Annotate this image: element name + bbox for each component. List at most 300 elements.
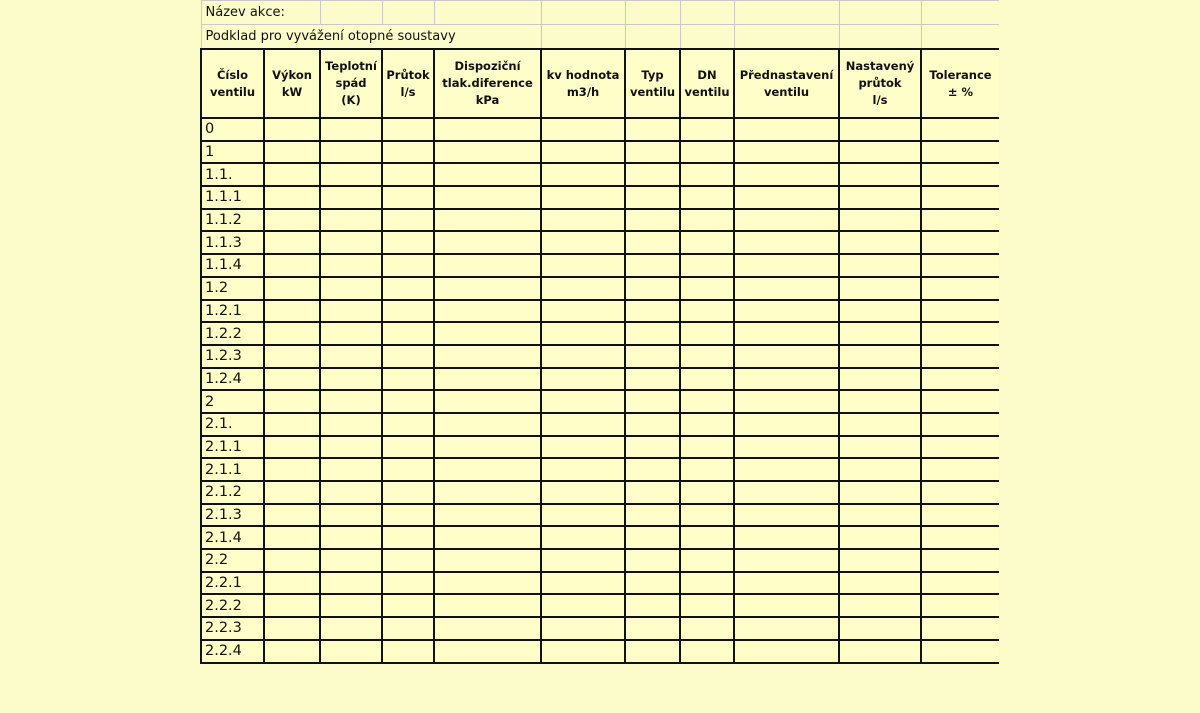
table-cell[interactable] bbox=[541, 617, 625, 640]
table-cell[interactable] bbox=[382, 594, 434, 617]
valve-number-cell[interactable]: 2.1.1 bbox=[201, 436, 264, 459]
table-cell[interactable] bbox=[921, 141, 999, 164]
table-cell[interactable] bbox=[625, 594, 680, 617]
header-set-flow bbox=[839, 49, 921, 118]
table-cell[interactable] bbox=[264, 436, 320, 459]
table-cell[interactable] bbox=[434, 481, 541, 504]
table-cell[interactable] bbox=[839, 368, 921, 391]
table-cell[interactable] bbox=[734, 322, 839, 345]
table-cell[interactable] bbox=[921, 345, 999, 368]
table-cell[interactable] bbox=[541, 368, 625, 391]
table-cell[interactable] bbox=[264, 390, 320, 413]
table-cell[interactable] bbox=[839, 322, 921, 345]
header-power bbox=[264, 49, 320, 118]
table-cell[interactable] bbox=[382, 368, 434, 391]
table-cell[interactable] bbox=[839, 640, 921, 663]
valve-number-cell[interactable]: 1.2.4 bbox=[201, 368, 264, 391]
table-cell[interactable] bbox=[921, 504, 999, 527]
table-cell[interactable] bbox=[734, 186, 839, 209]
table-cell[interactable] bbox=[320, 300, 382, 323]
table-cell[interactable] bbox=[264, 254, 320, 277]
table-cell[interactable] bbox=[734, 300, 839, 323]
table-cell[interactable] bbox=[734, 594, 839, 617]
table-cell[interactable] bbox=[839, 186, 921, 209]
table-cell[interactable] bbox=[680, 436, 734, 459]
table-cell[interactable] bbox=[734, 231, 839, 254]
table-cell[interactable] bbox=[625, 322, 680, 345]
table-cell[interactable] bbox=[541, 390, 625, 413]
table-cell[interactable] bbox=[839, 526, 921, 549]
table-cell[interactable] bbox=[382, 640, 434, 663]
table-cell[interactable] bbox=[382, 209, 434, 232]
valve-number-cell[interactable]: 2.2.3 bbox=[201, 617, 264, 640]
table-cell[interactable] bbox=[434, 186, 541, 209]
table-cell[interactable] bbox=[434, 617, 541, 640]
valve-number-cell[interactable]: 1.1.3 bbox=[201, 231, 264, 254]
table-cell[interactable] bbox=[434, 526, 541, 549]
table-row bbox=[201, 526, 999, 549]
table-cell[interactable] bbox=[680, 209, 734, 232]
table-cell[interactable] bbox=[839, 277, 921, 300]
valve-number-cell[interactable]: 2.2.4 bbox=[201, 640, 264, 663]
table-cell[interactable] bbox=[382, 458, 434, 481]
valve-number-cell[interactable]: 1.2.2 bbox=[201, 322, 264, 345]
table-cell[interactable] bbox=[434, 640, 541, 663]
table-cell[interactable] bbox=[434, 254, 541, 277]
table-cell[interactable] bbox=[320, 413, 382, 436]
table-cell[interactable] bbox=[625, 572, 680, 595]
table-cell[interactable] bbox=[839, 118, 921, 141]
table-cell[interactable] bbox=[921, 594, 999, 617]
table-cell[interactable] bbox=[320, 254, 382, 277]
table-cell[interactable] bbox=[680, 413, 734, 436]
table-cell[interactable] bbox=[320, 345, 382, 368]
table-cell[interactable] bbox=[921, 322, 999, 345]
table-cell[interactable] bbox=[320, 368, 382, 391]
table-cell[interactable] bbox=[921, 300, 999, 323]
table-cell[interactable] bbox=[734, 549, 839, 572]
table-cell[interactable] bbox=[734, 141, 839, 164]
table-cell[interactable] bbox=[382, 504, 434, 527]
table-cell[interactable] bbox=[680, 481, 734, 504]
table-cell[interactable] bbox=[541, 322, 625, 345]
table-cell[interactable] bbox=[320, 504, 382, 527]
info-cell[interactable] bbox=[680, 1, 734, 25]
table-cell[interactable] bbox=[625, 186, 680, 209]
header-line: m3/h bbox=[566, 84, 600, 99]
table-cell[interactable] bbox=[264, 209, 320, 232]
table-cell[interactable] bbox=[839, 481, 921, 504]
table-cell[interactable] bbox=[264, 345, 320, 368]
valve-number-cell[interactable]: 1.1. bbox=[201, 163, 264, 186]
header-line: Dispoziční bbox=[454, 59, 521, 73]
table-cell[interactable] bbox=[541, 163, 625, 186]
valve-number-cell[interactable]: 2 bbox=[201, 390, 264, 413]
table-cell[interactable] bbox=[839, 572, 921, 595]
table-cell[interactable] bbox=[625, 209, 680, 232]
table-cell[interactable] bbox=[839, 209, 921, 232]
table-cell[interactable] bbox=[541, 209, 625, 232]
table-cell[interactable] bbox=[921, 186, 999, 209]
table-cell[interactable] bbox=[320, 186, 382, 209]
table-cell[interactable] bbox=[839, 413, 921, 436]
table-cell[interactable] bbox=[264, 549, 320, 572]
table-cell[interactable] bbox=[541, 526, 625, 549]
table-cell[interactable] bbox=[434, 436, 541, 459]
table-cell[interactable] bbox=[320, 594, 382, 617]
table-cell[interactable] bbox=[434, 277, 541, 300]
table-cell[interactable] bbox=[434, 322, 541, 345]
table-cell[interactable] bbox=[541, 594, 625, 617]
valve-number-cell[interactable]: 2.2.2 bbox=[201, 594, 264, 617]
table-cell[interactable] bbox=[541, 141, 625, 164]
table-cell[interactable] bbox=[680, 300, 734, 323]
table-cell[interactable] bbox=[680, 368, 734, 391]
valve-number-cell[interactable]: 1.2.3 bbox=[201, 345, 264, 368]
table-cell[interactable] bbox=[264, 572, 320, 595]
table-cell[interactable] bbox=[264, 526, 320, 549]
table-cell[interactable] bbox=[264, 368, 320, 391]
table-cell[interactable] bbox=[680, 163, 734, 186]
table-cell[interactable] bbox=[921, 390, 999, 413]
table-cell[interactable] bbox=[921, 526, 999, 549]
table-cell[interactable] bbox=[734, 526, 839, 549]
table-cell[interactable] bbox=[382, 549, 434, 572]
table-cell[interactable] bbox=[434, 572, 541, 595]
info-cell[interactable] bbox=[839, 25, 921, 50]
table-cell[interactable] bbox=[264, 458, 320, 481]
table-cell[interactable] bbox=[320, 458, 382, 481]
info-cell[interactable] bbox=[541, 25, 625, 50]
table-cell[interactable] bbox=[320, 617, 382, 640]
table-cell[interactable] bbox=[839, 617, 921, 640]
table-cell[interactable] bbox=[921, 458, 999, 481]
table-cell[interactable] bbox=[734, 617, 839, 640]
table-cell[interactable] bbox=[382, 526, 434, 549]
table-cell[interactable] bbox=[680, 186, 734, 209]
table-cell[interactable] bbox=[541, 118, 625, 141]
table-cell[interactable] bbox=[921, 572, 999, 595]
table-row bbox=[201, 141, 999, 164]
table-cell[interactable] bbox=[382, 277, 434, 300]
table-cell[interactable] bbox=[734, 640, 839, 663]
table-cell[interactable] bbox=[839, 390, 921, 413]
info-cell[interactable] bbox=[680, 25, 734, 50]
table-row bbox=[201, 390, 999, 413]
table-cell[interactable] bbox=[734, 436, 839, 459]
table-cell[interactable] bbox=[264, 504, 320, 527]
table-cell[interactable] bbox=[734, 368, 839, 391]
table-cell[interactable] bbox=[434, 163, 541, 186]
table-cell[interactable] bbox=[541, 458, 625, 481]
table-cell[interactable] bbox=[680, 118, 734, 141]
valve-number-cell[interactable]: 2.1.4 bbox=[201, 526, 264, 549]
table-cell[interactable] bbox=[320, 163, 382, 186]
table-cell[interactable] bbox=[734, 390, 839, 413]
table-cell[interactable] bbox=[264, 186, 320, 209]
table-cell[interactable] bbox=[434, 549, 541, 572]
table-cell[interactable] bbox=[541, 186, 625, 209]
info-cell[interactable] bbox=[320, 1, 382, 25]
table-cell[interactable] bbox=[625, 640, 680, 663]
table-row bbox=[201, 118, 999, 141]
table-cell[interactable] bbox=[382, 345, 434, 368]
table-cell[interactable] bbox=[734, 209, 839, 232]
table-cell[interactable] bbox=[680, 640, 734, 663]
table-cell[interactable] bbox=[839, 231, 921, 254]
table-cell[interactable] bbox=[434, 504, 541, 527]
table-cell[interactable] bbox=[541, 345, 625, 368]
table-cell[interactable] bbox=[625, 163, 680, 186]
header-line: ventilu bbox=[209, 84, 256, 99]
table-cell[interactable] bbox=[382, 300, 434, 323]
valve-number-cell[interactable]: 1.1.4 bbox=[201, 254, 264, 277]
table-cell[interactable] bbox=[382, 141, 434, 164]
table-cell[interactable] bbox=[839, 345, 921, 368]
table-cell[interactable] bbox=[382, 118, 434, 141]
table-cell[interactable] bbox=[625, 413, 680, 436]
table-cell[interactable] bbox=[625, 231, 680, 254]
valve-number-cell[interactable]: 1 bbox=[201, 141, 264, 164]
table-cell[interactable] bbox=[320, 526, 382, 549]
table-cell[interactable] bbox=[320, 141, 382, 164]
table-cell[interactable] bbox=[680, 141, 734, 164]
table-cell[interactable] bbox=[264, 277, 320, 300]
header-tolerance bbox=[921, 49, 999, 118]
table-cell[interactable] bbox=[680, 345, 734, 368]
table-cell[interactable] bbox=[434, 413, 541, 436]
header-line: Tolerance bbox=[929, 67, 992, 82]
table-cell[interactable] bbox=[839, 141, 921, 164]
table-cell[interactable] bbox=[541, 572, 625, 595]
header-line: ventilu bbox=[684, 84, 730, 99]
table-row bbox=[201, 549, 999, 572]
table-cell[interactable] bbox=[680, 617, 734, 640]
table-cell[interactable] bbox=[680, 390, 734, 413]
table-cell[interactable] bbox=[320, 390, 382, 413]
table-cell[interactable] bbox=[921, 118, 999, 141]
info-cell[interactable] bbox=[921, 25, 999, 50]
info-cell[interactable] bbox=[434, 1, 541, 25]
table-cell[interactable] bbox=[382, 572, 434, 595]
table-cell[interactable] bbox=[921, 163, 999, 186]
table-cell[interactable] bbox=[921, 209, 999, 232]
info-cell[interactable] bbox=[921, 1, 999, 25]
valve-number-cell[interactable]: 2.1.3 bbox=[201, 504, 264, 527]
table-cell[interactable] bbox=[734, 118, 839, 141]
table-cell[interactable] bbox=[921, 481, 999, 504]
table-cell[interactable] bbox=[680, 572, 734, 595]
table-cell[interactable] bbox=[382, 436, 434, 459]
table-cell[interactable] bbox=[625, 368, 680, 391]
table-cell[interactable] bbox=[921, 640, 999, 663]
table-cell[interactable] bbox=[625, 254, 680, 277]
table-cell[interactable] bbox=[625, 436, 680, 459]
table-cell[interactable] bbox=[734, 458, 839, 481]
table-cell[interactable] bbox=[320, 549, 382, 572]
valve-number-cell[interactable]: 1.2 bbox=[201, 277, 264, 300]
valve-number-cell[interactable]: 2.1.1 bbox=[201, 458, 264, 481]
table-cell[interactable] bbox=[264, 594, 320, 617]
table-cell[interactable] bbox=[625, 458, 680, 481]
table-cell[interactable] bbox=[264, 141, 320, 164]
table-cell[interactable] bbox=[320, 209, 382, 232]
table-cell[interactable] bbox=[541, 436, 625, 459]
valve-number-cell[interactable]: 1.1.2 bbox=[201, 209, 264, 232]
table-cell[interactable] bbox=[680, 322, 734, 345]
table-cell[interactable] bbox=[434, 141, 541, 164]
table-cell[interactable] bbox=[625, 481, 680, 504]
table-cell[interactable] bbox=[434, 231, 541, 254]
table-cell[interactable] bbox=[320, 640, 382, 663]
table-cell[interactable] bbox=[434, 368, 541, 391]
table-cell[interactable] bbox=[382, 413, 434, 436]
table-cell[interactable] bbox=[382, 163, 434, 186]
valve-number-cell[interactable]: 1.2.1 bbox=[201, 300, 264, 323]
table-cell[interactable] bbox=[264, 617, 320, 640]
table-cell[interactable] bbox=[625, 345, 680, 368]
table-cell[interactable] bbox=[734, 254, 839, 277]
table-cell[interactable] bbox=[734, 572, 839, 595]
table-cell[interactable] bbox=[625, 390, 680, 413]
table-cell[interactable] bbox=[541, 549, 625, 572]
table-cell[interactable] bbox=[434, 594, 541, 617]
table-cell[interactable] bbox=[625, 277, 680, 300]
table-cell[interactable] bbox=[541, 277, 625, 300]
table-cell[interactable] bbox=[680, 549, 734, 572]
table-cell[interactable] bbox=[625, 526, 680, 549]
valve-number-cell[interactable]: 2.1. bbox=[201, 413, 264, 436]
info-cell[interactable] bbox=[734, 1, 839, 25]
table-cell[interactable] bbox=[734, 413, 839, 436]
header-line: tlak.diference bbox=[442, 76, 533, 90]
table-cell[interactable] bbox=[434, 345, 541, 368]
table-cell[interactable] bbox=[320, 481, 382, 504]
table-cell[interactable] bbox=[264, 300, 320, 323]
table-cell[interactable] bbox=[264, 481, 320, 504]
info-cell[interactable] bbox=[625, 25, 680, 50]
valve-number-cell[interactable]: 2.1.2 bbox=[201, 481, 264, 504]
table-cell[interactable] bbox=[680, 526, 734, 549]
table-cell[interactable] bbox=[625, 617, 680, 640]
table-cell[interactable] bbox=[264, 322, 320, 345]
table-cell[interactable] bbox=[434, 209, 541, 232]
table-cell[interactable] bbox=[320, 572, 382, 595]
table-cell[interactable] bbox=[921, 254, 999, 277]
table-cell[interactable] bbox=[382, 322, 434, 345]
info-cell[interactable] bbox=[382, 1, 434, 25]
header-flow bbox=[382, 49, 434, 118]
table-cell[interactable] bbox=[320, 118, 382, 141]
valve-number-cell[interactable]: 2.2 bbox=[201, 549, 264, 572]
table-cell[interactable] bbox=[541, 481, 625, 504]
table-cell[interactable] bbox=[382, 254, 434, 277]
table-cell[interactable] bbox=[734, 163, 839, 186]
table-cell[interactable] bbox=[320, 436, 382, 459]
table-cell[interactable] bbox=[921, 277, 999, 300]
table-cell[interactable] bbox=[625, 549, 680, 572]
info-cell[interactable] bbox=[734, 25, 839, 50]
table-cell[interactable] bbox=[320, 322, 382, 345]
valve-number-cell[interactable]: 1.1.1 bbox=[201, 186, 264, 209]
table-cell[interactable] bbox=[541, 300, 625, 323]
table-cell[interactable] bbox=[541, 231, 625, 254]
table-cell[interactable] bbox=[382, 231, 434, 254]
info-cell[interactable] bbox=[839, 1, 921, 25]
table-cell[interactable] bbox=[264, 413, 320, 436]
table-cell[interactable] bbox=[921, 436, 999, 459]
header-line: Průtok bbox=[386, 67, 430, 82]
table-row bbox=[201, 345, 999, 368]
table-cell[interactable] bbox=[734, 481, 839, 504]
table-cell[interactable] bbox=[625, 141, 680, 164]
table-cell[interactable] bbox=[264, 231, 320, 254]
table-cell[interactable] bbox=[680, 231, 734, 254]
table-cell[interactable] bbox=[680, 594, 734, 617]
table-cell[interactable] bbox=[839, 254, 921, 277]
table-cell[interactable] bbox=[839, 300, 921, 323]
table-cell[interactable] bbox=[921, 549, 999, 572]
info-cell[interactable] bbox=[625, 1, 680, 25]
table-cell[interactable] bbox=[625, 300, 680, 323]
valve-number-cell[interactable]: 0 bbox=[201, 118, 264, 141]
table-cell[interactable] bbox=[541, 504, 625, 527]
table-cell[interactable] bbox=[264, 640, 320, 663]
table-cell[interactable] bbox=[434, 458, 541, 481]
table-cell[interactable] bbox=[839, 458, 921, 481]
table-cell[interactable] bbox=[839, 549, 921, 572]
table-cell[interactable] bbox=[264, 118, 320, 141]
table-cell[interactable] bbox=[625, 118, 680, 141]
table-cell[interactable] bbox=[320, 277, 382, 300]
table-cell[interactable] bbox=[382, 390, 434, 413]
table-cell[interactable] bbox=[734, 277, 839, 300]
table-cell[interactable] bbox=[680, 254, 734, 277]
table-cell[interactable] bbox=[382, 617, 434, 640]
table-cell[interactable] bbox=[264, 163, 320, 186]
table-cell[interactable] bbox=[921, 617, 999, 640]
table-cell[interactable] bbox=[680, 458, 734, 481]
table-cell[interactable] bbox=[434, 390, 541, 413]
table-cell[interactable] bbox=[541, 413, 625, 436]
valve-number-cell[interactable]: 2.2.1 bbox=[201, 572, 264, 595]
table-cell[interactable] bbox=[839, 594, 921, 617]
table-cell[interactable] bbox=[541, 254, 625, 277]
table-cell[interactable] bbox=[541, 640, 625, 663]
table-cell[interactable] bbox=[839, 504, 921, 527]
table-cell[interactable] bbox=[680, 277, 734, 300]
table-cell[interactable] bbox=[434, 118, 541, 141]
table-row bbox=[201, 617, 999, 640]
table-cell[interactable] bbox=[680, 504, 734, 527]
table-row bbox=[201, 209, 999, 232]
table-cell[interactable] bbox=[734, 504, 839, 527]
table-cell[interactable] bbox=[921, 413, 999, 436]
table-cell[interactable] bbox=[434, 300, 541, 323]
table-cell[interactable] bbox=[382, 481, 434, 504]
header-line: kPa bbox=[475, 93, 500, 107]
table-cell[interactable] bbox=[382, 186, 434, 209]
table-cell[interactable] bbox=[839, 163, 921, 186]
table-cell[interactable] bbox=[320, 231, 382, 254]
table-cell[interactable] bbox=[921, 368, 999, 391]
info-cell[interactable] bbox=[541, 1, 625, 25]
header-line: Číslo bbox=[216, 67, 249, 82]
table-cell[interactable] bbox=[734, 345, 839, 368]
table-cell[interactable] bbox=[921, 231, 999, 254]
table-cell[interactable] bbox=[839, 436, 921, 459]
table-cell[interactable] bbox=[625, 504, 680, 527]
